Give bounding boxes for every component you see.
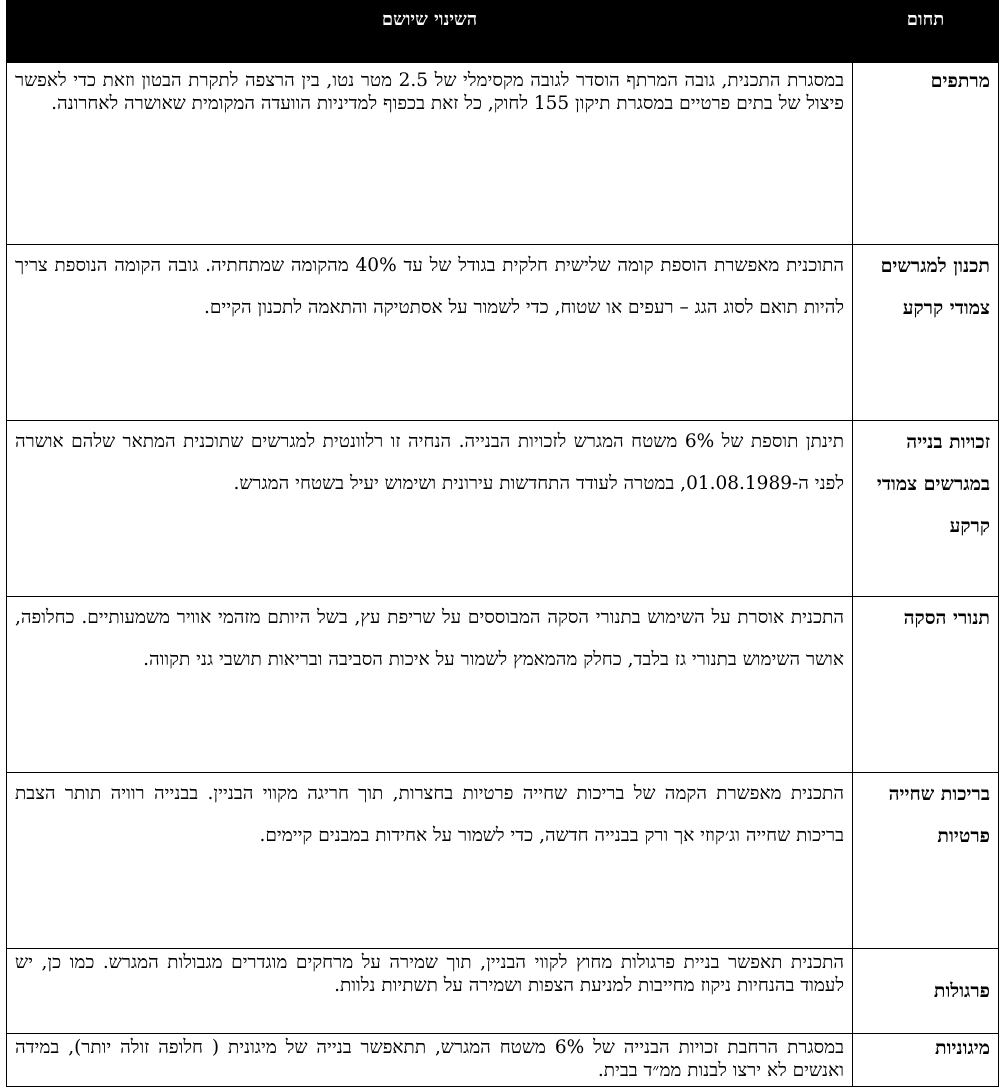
header-domain: תחום xyxy=(853,1,999,63)
table-row xyxy=(7,63,999,245)
table-row xyxy=(7,421,999,597)
row-change-ground-lots-planning: התוכנית מאפשרת הוספת קומה שלישית חלקית בגודל של עד 40% מהקומה שמתחתיה. גובה הקומה הנוספת צריך להיות תואם לסוג הגג – רעפים או שטוח, כדי לשמור על אסתטיקה והתאמה לתכנון הקיים. xyxy=(7,245,853,421)
row-domain-basements: מרתפים xyxy=(853,63,999,245)
table-row xyxy=(7,597,999,773)
row-domain-ground-lots-planning: תכנון למגרשים צמודי קרקע xyxy=(853,245,999,421)
table-header-row xyxy=(7,1,999,63)
table-row xyxy=(7,1034,999,1087)
row-domain-building-rights: זכויות בנייה במגרשים צמודי קרקע xyxy=(853,421,999,597)
row-change-private-pools: התכנית מאפשרת הקמה של בריכות שחייה פרטיות בחצרות, תוך חריגה מקווי הבניין. בבנייה רוויה תותר הצבת בריכות שחייה וג׳קוזי אך ורק בבנייה חדשה, כדי לשמור על אחידות במבנים קיימים. xyxy=(7,773,853,949)
header-change: השינוי שיושם xyxy=(7,1,853,63)
row-domain-shelters: מיגוניות xyxy=(853,1034,999,1087)
changes-table xyxy=(6,0,999,1087)
table-row xyxy=(7,245,999,421)
table-row xyxy=(7,949,999,1034)
row-domain-pergolas: פרגולות xyxy=(853,949,999,1034)
row-change-shelters: במסגרת הרחבת זכויות הבנייה של 6% משטח המגרש, תתאפשר בנייה של מיגונית ( חלופה זולה יותר), במידה ואנשים לא ירצו לבנות ממ״ד בבית. xyxy=(7,1034,853,1087)
row-domain-heating-stoves: תנורי הסקה xyxy=(853,597,999,773)
row-change-pergolas: התכנית תאפשר בניית פרגולות מחוץ לקווי הבניין, תוך שמירה על מרחקים מוגדרים מגבולות המגרש. כמו כן, יש לעמוד בהנחיות ניקוז מחייבות למניעת הצפות ושמירה על תשתיות נלוות. xyxy=(7,949,853,1034)
row-change-building-rights: תינתן תוספת של 6% משטח המגרש לזכויות הבנייה. הנחיה זו רלוונטית למגרשים שתוכנית המתאר שלהם אושרה לפני ה-01.08.1989, במטרה לעודד התחדשות עירונית ושימוש יעיל בשטחי המגרש. xyxy=(7,421,853,597)
row-domain-private-pools: בריכות שחייה פרטיות xyxy=(853,773,999,949)
row-change-heating-stoves: התכנית אוסרת על השימוש בתנורי הסקה המבוססים על שריפת עץ, בשל היותם מזהמי אוויר משמעותיים. כחלופה, אושר השימוש בתנורי גז בלבד, כחלק מהמאמץ לשמור על איכות הסביבה ובריאות תושבי גני תקווה. xyxy=(7,597,853,773)
row-change-basements: במסגרת התכנית, גובה המרתף הוסדר לגובה מקסימלי של 2.5 מטר נטו, בין הרצפה לתקרת הבטון וזאת כדי לאפשר פיצול של בתים פרטיים במסגרת תיקון 155 לחוק, כל זאת בכפוף למדיניות הוועדה המקומית שאושרה לאחרונה. xyxy=(7,63,853,245)
table-row xyxy=(7,773,999,949)
